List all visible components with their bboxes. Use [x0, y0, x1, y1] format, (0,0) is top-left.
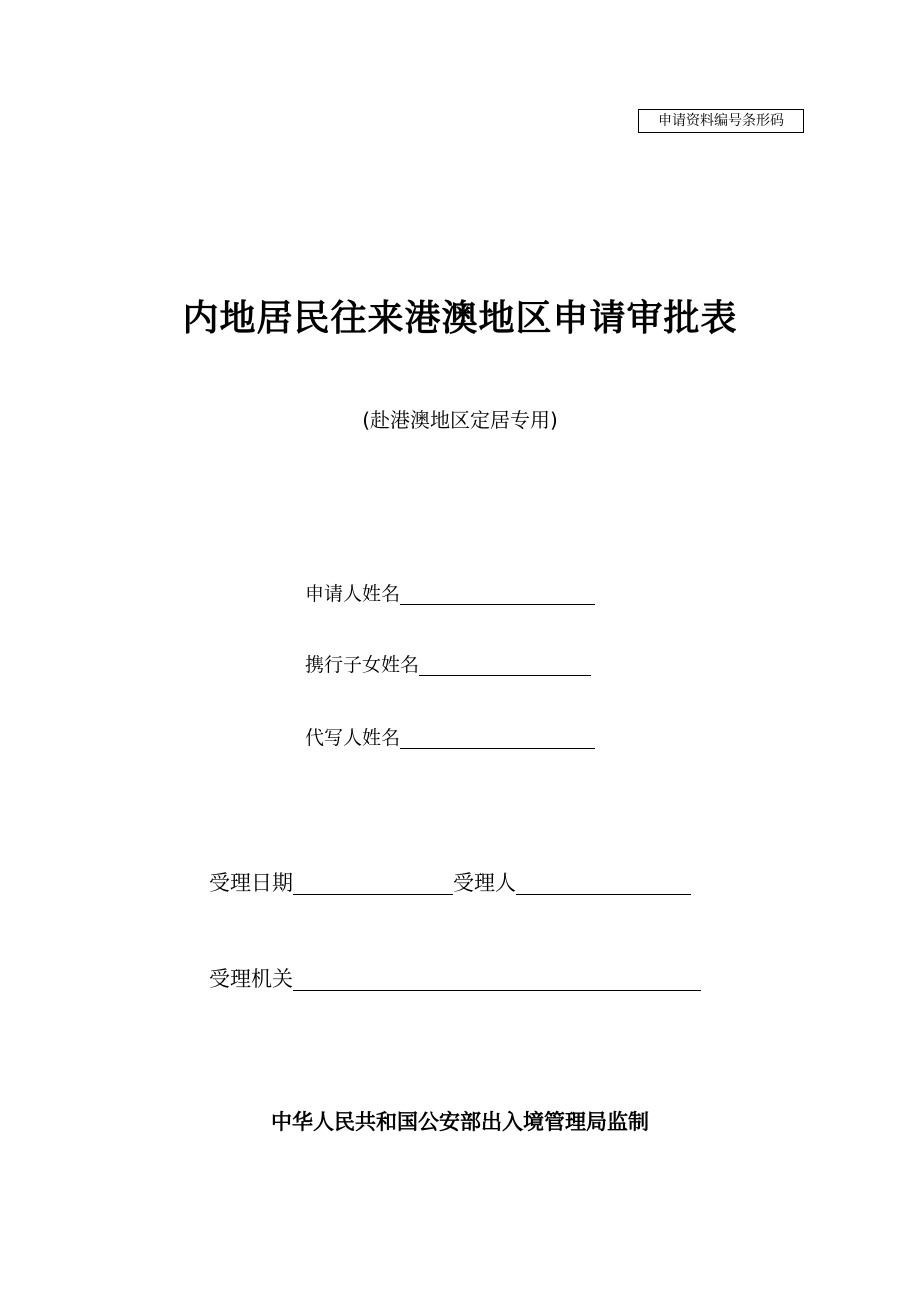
acceptance-date-person-row	[209, 868, 691, 898]
acceptance-person-blank[interactable]	[516, 872, 691, 895]
applicant-name-field	[305, 580, 595, 608]
acceptance-date-label: 受理日期	[209, 871, 293, 895]
children-name-blank[interactable]	[419, 653, 591, 676]
proxy-name-label: 代写人姓名	[305, 727, 401, 749]
form-title: 内地居民往来港澳地区申请审批表	[182, 298, 738, 339]
children-name-label: 携行子女姓名	[305, 654, 420, 676]
acceptance-authority-row	[209, 964, 701, 994]
acceptance-authority-label: 受理机关	[209, 967, 293, 991]
acceptance-authority-blank[interactable]	[293, 968, 701, 991]
acceptance-date-blank[interactable]	[293, 872, 453, 895]
issuer-footer: 中华人民共和国公安部出入境管理局监制	[271, 1110, 649, 1134]
acceptance-person-label: 受理人	[453, 871, 516, 895]
applicant-name-label: 申请人姓名	[305, 583, 401, 605]
children-name-field	[305, 651, 591, 679]
barcode-label-box: 申请资料编号条形码	[638, 109, 804, 133]
applicant-name-blank[interactable]	[400, 582, 595, 605]
proxy-name-field	[305, 724, 595, 752]
proxy-name-blank[interactable]	[400, 726, 595, 749]
form-subtitle: (赴港澳地区定居专用)	[362, 408, 558, 432]
